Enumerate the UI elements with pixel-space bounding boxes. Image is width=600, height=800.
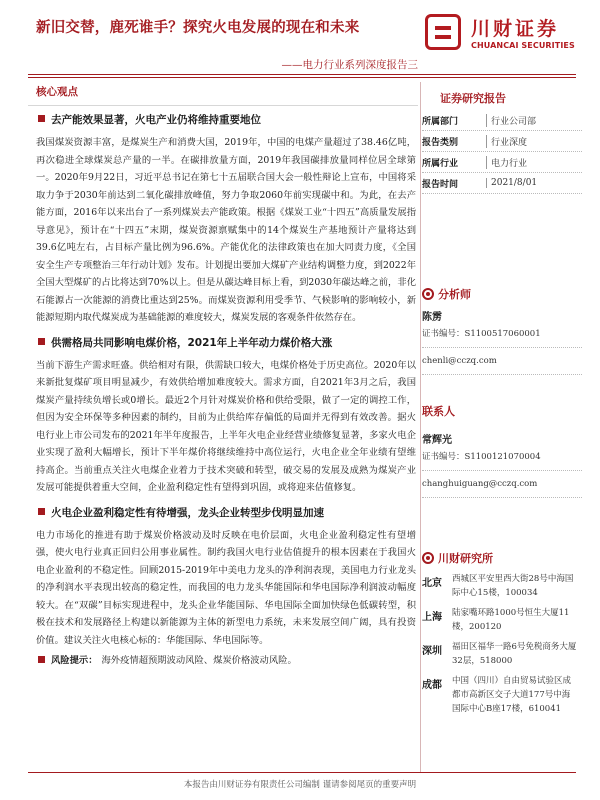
institute-icon bbox=[422, 552, 434, 564]
sidebar bbox=[422, 82, 582, 716]
page-footer: 本报告由川财证券有限责任公司编制 谨请参阅尾页的重要声明 bbox=[183, 780, 417, 790]
point-paragraph-3: 电力市场化的推进有助于煤炭价格波动及时反映在电价层面，火电企业盈利稳定性有望增强，使火电行业真正回归公用事业属性。制约我国火电行业估值提升的根本因素在于我国火电企业盈利的不稳定性。回顾2015-2019年中美电力龙头的净利润表现，美国电力行业龙头的净利润水平表现出较高的稳定性，而我国的电力龙头华能国际和华电国际净利润波动幅度较大。在“双碳”目标实现进程中，龙头企业华能国际、华电国际全面加快绿色低碳转型，积极在技术和发展路径上构建以新能源为主体的新型电力系统，未来发展空间广阔，具有投资价值。建议关注火电核心标的：华能国际、华电国际等。 bbox=[36, 529, 416, 646]
logo-mark-icon bbox=[425, 14, 461, 50]
sidebar-spacer bbox=[422, 383, 582, 397]
office-city: 深圳 bbox=[422, 646, 442, 657]
sidebar-report-title: 证券研究报告 bbox=[440, 92, 506, 105]
office-address: 陆家嘴环路1000号恒生大厦11楼，200120 bbox=[452, 608, 570, 632]
report-subtitle: ——电力行业系列深度报告三 bbox=[281, 59, 418, 71]
square-bullet-icon bbox=[38, 656, 45, 663]
square-bullet-icon bbox=[38, 508, 45, 515]
header-rule-2 bbox=[28, 77, 576, 78]
dotted-divider bbox=[422, 374, 582, 375]
institute-heading bbox=[422, 550, 582, 566]
core-divider bbox=[28, 105, 418, 106]
square-bullet-icon bbox=[38, 115, 45, 122]
sidebar-spacer bbox=[422, 194, 582, 282]
info-row bbox=[422, 131, 582, 152]
point-title-text: 火电企业盈利稳定性有待增强，龙头企业转型步伐明显加速 bbox=[51, 506, 324, 519]
analyst-heading bbox=[422, 286, 582, 302]
dotted-divider bbox=[422, 347, 582, 348]
sidebar-spacer bbox=[422, 506, 582, 546]
point-paragraph-2: 当前下游生产需求旺盛。供给相对有限，供需缺口较大，电煤价格处于历史高位。2020年以来新批复煤矿项目明显减少，有效供给增加难度较大。需求方面，自2021年3月之后，我国煤炭产量持续负增长或0增长。最近2个月针对煤炭价格和供给受限，做了一定的调控工作，但因为安全环保等多种因素的制约，目前为止供给库存偏低的局面并无得到有效改善。据火电行业上市公司发布的2021年半年度报告，上半年火电企业经营业绩修复显著，多家火电企业实现了盈利大幅增长，预计下半年煤价将继续维持中高位运行，火电企业全年业绩有望维持高企。当前重点关注火电煤企业着力于技术突破和转型，破交易的发展及成熟为煤炭产业发展可能提供着重大空间，企业盈利稳定性有望得到巩固，或将迎来估值修复。 bbox=[36, 359, 416, 493]
analyst-label: 分析师 bbox=[438, 288, 471, 301]
institute-label: 川财研究所 bbox=[438, 552, 493, 565]
office-shenzhen bbox=[422, 640, 582, 668]
header-rule bbox=[28, 74, 576, 75]
point-title-text: 去产能效果显著，火电产业仍将维持重要地位 bbox=[51, 114, 261, 126]
contact-email[interactable]: changhuiguang@cczq.com bbox=[422, 479, 538, 489]
report-title: 新旧交替，鹿死谁手？探究火电发展的现在和未来 bbox=[36, 19, 360, 36]
info-value: 2021/8/01 bbox=[486, 178, 537, 188]
contact-cert: 证书编号：S1100121070004 bbox=[422, 452, 541, 462]
dotted-divider bbox=[422, 470, 582, 471]
office-city: 成都 bbox=[422, 680, 442, 691]
logo-en: CHUANCAI SECURITIES bbox=[471, 41, 575, 50]
contact-name: 常辉光 bbox=[422, 435, 452, 446]
analyst-name: 陈雳 bbox=[422, 312, 442, 323]
footer-rule bbox=[28, 772, 576, 773]
office-city: 北京 bbox=[422, 578, 442, 589]
contact-label: 联系人 bbox=[422, 405, 455, 418]
risk-label: 风险提示： bbox=[51, 655, 98, 666]
report-info-table bbox=[422, 110, 582, 194]
point-paragraph-1: 我国煤炭资源丰富，是煤炭生产和消费大国，2019年，中国的电煤产量超过了38.46亿吨，再次稳进全球煤炭总产量的一半。在碳排放量方面，2019年我国碳排放量同样位居全球第一。2020年9月22日，习近平总书记在第七十五届联合国大会一般性辩论上宣布，中国将采取力争于2030年前达到二氧化碳排放峰值，努力争取2060年前实现碳中和。为此，在去产能方面，2016年以来出台了一系列煤炭去产能政策。根据《煤炭工业“十四五”高质量发展指导意见》，预计在“十四五”末期，煤炭资源禀赋集中的14个煤炭生产基地预计产量将达到39.6亿吨左右，占目标产量比例为96.6%。产能优化的法律政策也在加大同责力度，《全国安全生产专项整治三年行动计划》发布。计划提出要加大煤矿产业结构调整力度，到2022年全国大型煤矿的占比将达到70%以上。但是从碳达峰目标上看，到2030年碳达峰之前，非化石能源占一次能源的消费比重达到25%。而煤炭资源利用受季节、气候影响的影响较小，新能源短期内取代煤炭成为基础能源的难度较大，煤炭发展的客观条件依然存在。 bbox=[36, 137, 416, 323]
info-row bbox=[422, 152, 582, 173]
point-title-2 bbox=[38, 335, 418, 350]
info-key: 报告类别 bbox=[422, 137, 459, 148]
office-chengdu bbox=[422, 674, 582, 716]
risk-text: 海外疫情超预期波动风险、煤炭价格波动风险。 bbox=[101, 655, 297, 666]
square-bullet-icon bbox=[38, 338, 45, 345]
office-shanghai bbox=[422, 606, 582, 634]
info-row bbox=[422, 110, 582, 131]
column-divider bbox=[420, 82, 421, 772]
info-key: 所属部门 bbox=[422, 116, 459, 127]
analyst-icon bbox=[422, 288, 434, 300]
analyst-cert: 证书编号：S1100517060001 bbox=[422, 329, 541, 339]
core-section bbox=[28, 82, 418, 669]
office-address: 福田区福华一路6号免税商务大厦32层，518000 bbox=[452, 642, 577, 666]
analyst-email[interactable]: chenli@cczq.com bbox=[422, 356, 497, 366]
office-address: 中国（四川）自由贸易试验区成都市高新区交子大道177号中海国际中心B座17楼，610041 bbox=[452, 676, 572, 714]
info-value: 行业深度 bbox=[486, 135, 527, 148]
point-title-3 bbox=[38, 505, 418, 520]
point-title-text: 供需格局共同影响电煤价格，2021年上半年动力煤价格大涨 bbox=[51, 336, 333, 349]
info-key: 所属行业 bbox=[422, 158, 459, 169]
dotted-divider bbox=[422, 497, 582, 498]
logo-cn: 川财证券 bbox=[471, 18, 560, 40]
office-address: 西城区平安里西大街28号中海国际中心15楼，100034 bbox=[452, 574, 574, 598]
info-key: 报告时间 bbox=[422, 179, 459, 190]
office-city: 上海 bbox=[422, 612, 442, 623]
core-label: 核心观点 bbox=[36, 86, 78, 98]
info-row bbox=[422, 173, 582, 194]
risk-warning bbox=[28, 653, 418, 669]
company-logo bbox=[425, 14, 575, 54]
point-title-1 bbox=[38, 112, 418, 127]
info-value: 电力行业 bbox=[486, 156, 527, 169]
office-beijing bbox=[422, 572, 582, 600]
info-value: 行业公司部 bbox=[486, 114, 536, 127]
